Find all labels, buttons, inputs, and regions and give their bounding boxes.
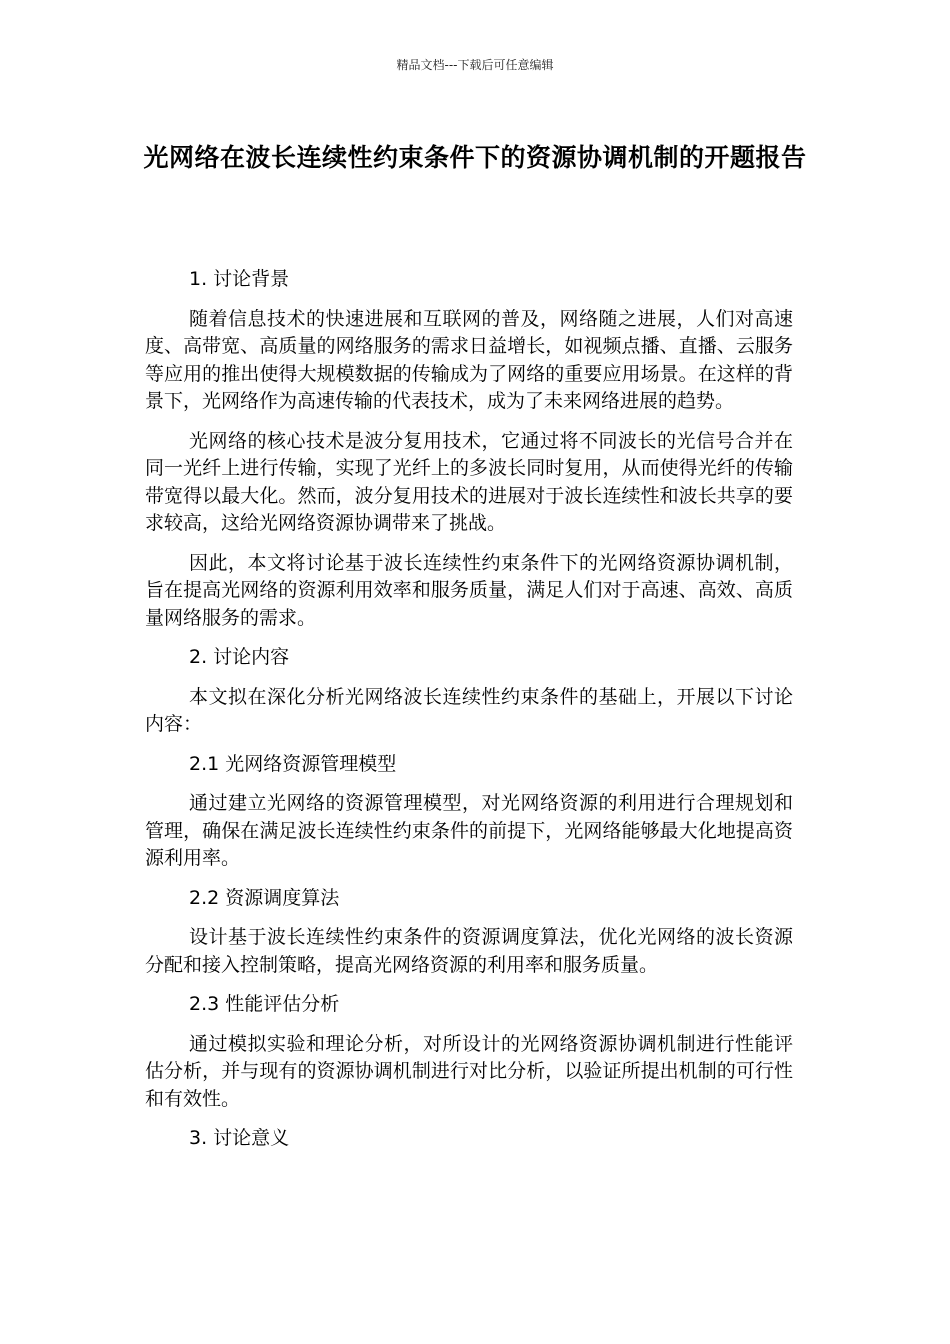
section-heading-significance: 3. 讨论意义 — [189, 1127, 290, 1149]
content-intro-paragraph: 本文拟在深化分析光网络波长连续性约束条件的基础上，开展以下讨论内容： — [145, 685, 793, 735]
background-paragraph-2: 光网络的核心技术是波分复用技术，它通过将不同波长的光信号合并在同一光纤上进行传输，实现了光纤上的多波长同时复用，从而使得光纤的传输带宽得以最大化。然而，波分复用技术的进展对于波长连续性和波长共享的要求较高，这给光网络资源协调带来了挑战。 — [145, 429, 793, 534]
resource-model-paragraph: 通过建立光网络的资源管理模型，对光网络资源的利用进行合理规划和管理，确保在满足波长连续性约束条件的前提下，光网络能够最大化地提高资源利用率。 — [145, 792, 793, 869]
document-title: 光网络在波长连续性约束条件下的资源协调机制的开题报告 — [143, 143, 807, 172]
section-heading-content: 2. 讨论内容 — [189, 646, 290, 668]
subsection-heading-scheduling: 2.2 资源调度算法 — [189, 886, 340, 909]
background-paragraph-1: 随着信息技术的快速进展和互联网的普及，网络随之进展，人们对高速度、高带宽、高质量的网络服务的需求日益增长，如视频点播、直播、云服务等应用的推出使得大规模数据的传输成为了网络的重要应用场景。在这样的背景下，光网络作为高速传输的代表技术，成为了未来网络进展的趋势。 — [145, 307, 793, 412]
scheduling-paragraph: 设计基于波长连续性约束条件的资源调度算法，优化光网络的波长资源分配和接入控制策略，提高光网络资源的利用率和服务质量。 — [145, 926, 793, 976]
header-note: 精品文档---下载后可任意编辑 — [396, 58, 554, 72]
subsection-heading-evaluation: 2.3 性能评估分析 — [189, 993, 340, 1015]
section-heading-background: 1. 讨论背景 — [189, 268, 290, 290]
evaluation-paragraph: 通过模拟实验和理论分析，对所设计的光网络资源协调机制进行性能评估分析，并与现有的资源协调机制进行对比分析，以验证所提出机制的可行性和有效性。 — [145, 1032, 793, 1110]
background-paragraph-3: 因此，本文将讨论基于波长连续性约束条件下的光网络资源协调机制，旨在提高光网络的资源利用效率和服务质量，满足人们对于高速、高效、高质量网络服务的需求。 — [145, 551, 793, 629]
document-body — [145, 266, 793, 1165]
subsection-heading-resource-model: 2.1 光网络资源管理模型 — [189, 752, 397, 775]
